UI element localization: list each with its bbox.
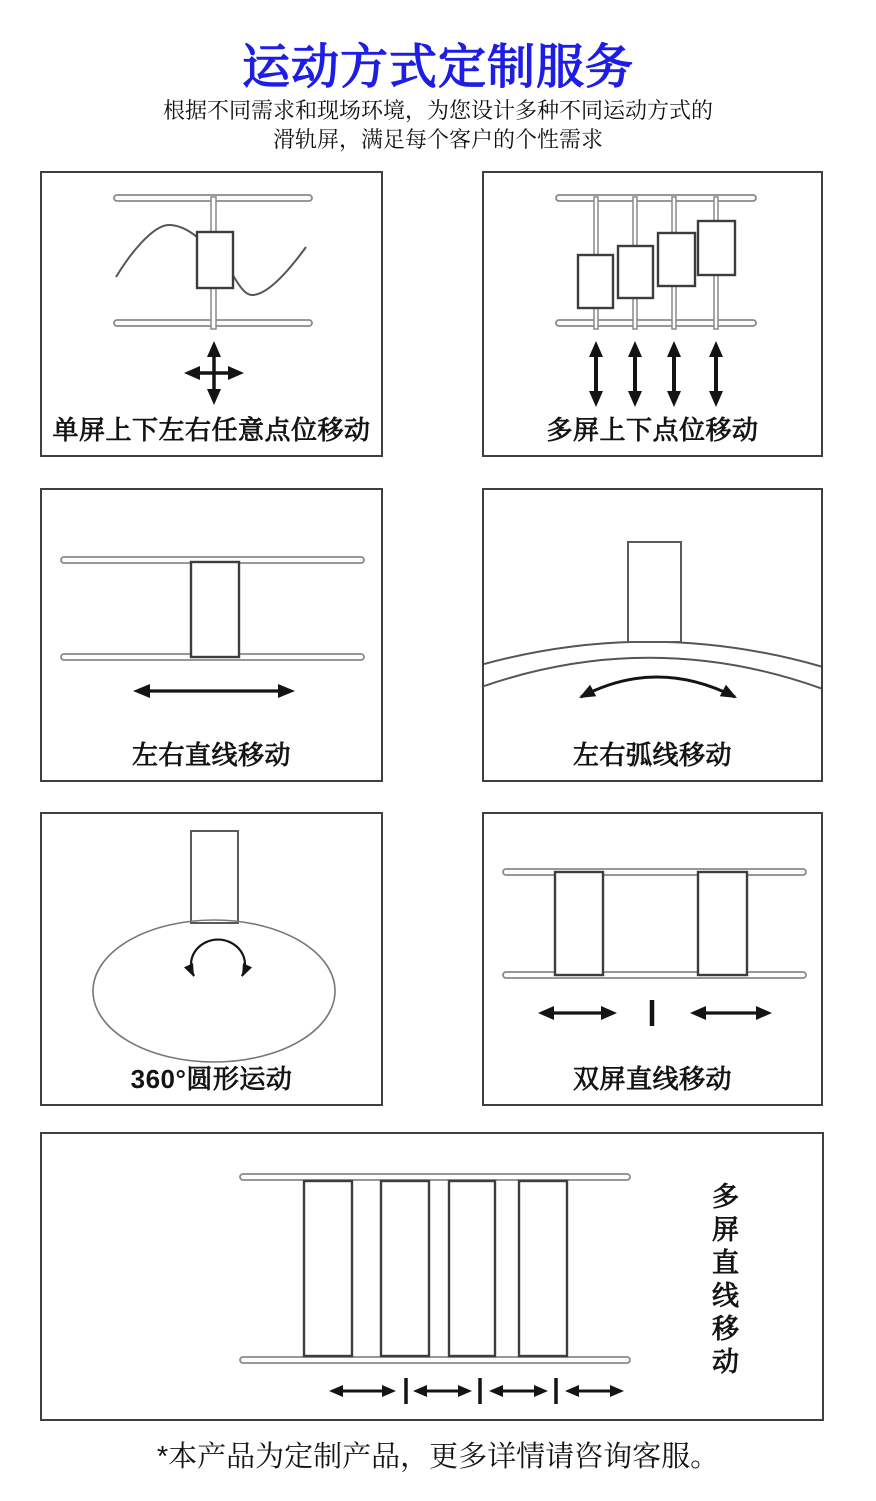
- screen: [628, 542, 681, 642]
- screen: [555, 872, 603, 975]
- multi-screen-vertical-point-diagram: [484, 173, 823, 413]
- card-single-screen-any-point: [40, 171, 383, 457]
- footer-note: *本产品为定制产品，更多详情请咨询客服。: [156, 1441, 720, 1473]
- card-label: 左右直线移动: [131, 740, 291, 770]
- card-dual-screen-linear-move: [482, 812, 823, 1106]
- rotation-arrow-icon: [184, 940, 252, 980]
- subtitle-line-2: 滑轨屏，满足每个客户的个性需求: [272, 127, 603, 152]
- card-circular-360-motion: [40, 812, 383, 1106]
- four-way-arrow-icon: [184, 341, 244, 405]
- circular-360-motion-diagram: [42, 814, 381, 1064]
- screen: [658, 233, 695, 286]
- bottom-rail: [556, 320, 756, 326]
- subtitle-line-1: 根据不同需求和现场环境，为您设计多种不同运动方式的: [162, 98, 713, 123]
- horizontal-double-arrow-icon: [489, 1385, 548, 1397]
- top-rail: [503, 869, 806, 875]
- card-label: 双屏直线移动: [572, 1064, 732, 1094]
- screen: [449, 1181, 495, 1356]
- top-rail: [556, 195, 756, 201]
- screen: [381, 1181, 429, 1356]
- horizontal-double-arrow-icon: [413, 1385, 472, 1397]
- card-multi-screen-linear-move: [40, 1132, 824, 1421]
- horizontal-arc-move-diagram: [484, 490, 823, 740]
- screen: [578, 255, 613, 308]
- card-label: 左右弧线移动: [572, 740, 732, 770]
- screen: [519, 1181, 567, 1356]
- card-horizontal-arc-move: [482, 488, 823, 782]
- arc-rail-bottom: [484, 658, 823, 689]
- arc-rail-top: [484, 642, 823, 667]
- horizontal-double-arrow-icon: [133, 684, 295, 698]
- card-multi-screen-vertical-point: [482, 171, 823, 457]
- card-horizontal-linear-move: [40, 488, 383, 782]
- bottom-rail: [503, 972, 806, 978]
- screen: [191, 562, 239, 657]
- screen: [618, 246, 653, 298]
- card-label-vertical: 多屏直线移动: [708, 1182, 738, 1380]
- vertical-double-arrow-icon: [589, 341, 723, 407]
- screen: [197, 232, 233, 288]
- single-screen-any-point-diagram: [42, 173, 381, 413]
- circular-track: [93, 920, 335, 1062]
- screen: [191, 831, 238, 923]
- horizontal-double-arrow-icon: [565, 1385, 624, 1397]
- top-rail: [240, 1174, 630, 1180]
- screen: [698, 872, 747, 975]
- screen: [698, 221, 735, 275]
- horizontal-double-arrow-icon: [538, 1006, 617, 1020]
- horizontal-double-arrow-icon: [690, 1006, 772, 1020]
- bottom-rail: [240, 1357, 630, 1363]
- horizontal-double-arrow-icon: [329, 1385, 396, 1397]
- card-label: 多屏上下点位移动: [546, 415, 759, 445]
- card-label: 360°圆形运动: [130, 1064, 293, 1094]
- dual-screen-linear-move-diagram: [484, 814, 823, 1064]
- curved-double-arrow-icon: [576, 677, 740, 704]
- page-title: 运动方式定制服务: [241, 41, 634, 94]
- screen: [304, 1181, 352, 1356]
- page-subtitle: [0, 96, 876, 154]
- horizontal-linear-move-diagram: [42, 490, 381, 740]
- card-label: 单屏上下左右任意点位移动: [52, 415, 371, 445]
